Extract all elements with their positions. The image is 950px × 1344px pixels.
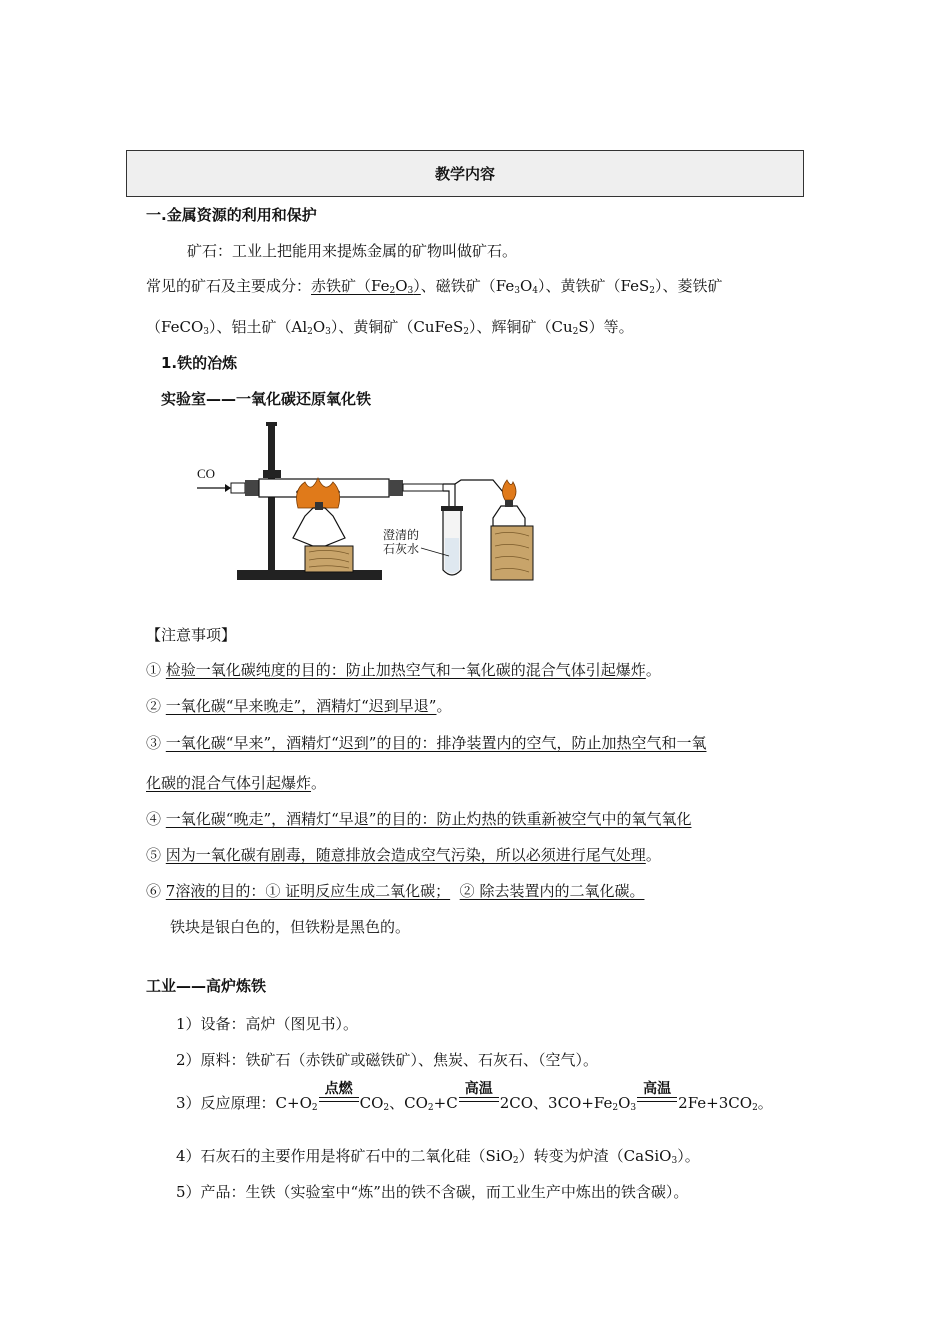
common-ores-intro: 常见的矿石及主要成分： [146, 277, 312, 295]
industry-item-3-reaction: 3）反应原理：$C+O_2$ 点燃 $CO_2$、$CO_2+C$ 高温 2CO、$3CO+Fe_2O_3$ 高温 $2Fe+3CO_2$。 [176, 1081, 773, 1113]
note-5: ⑤ 因为一氧化碳有剧毒，随意排放会造成空气污染，所以必须进行尾气处理。 [146, 846, 661, 864]
high-temp-condition-1: 高温 [459, 1094, 499, 1108]
header-title: 教学内容 [434, 165, 495, 183]
co-reduction-apparatus-figure [193, 420, 543, 588]
industry-item-5: 5）产品：生铁（实验室中“炼”出的铁不含碳，而工业生产中炼出的铁含碳）。 [176, 1183, 689, 1201]
industry-item-1: 1）设备：高炉（图见书）。 [176, 1015, 359, 1033]
ore-definition: 矿石：工业上把能用来提炼金属的矿物叫做矿石。 [187, 242, 518, 260]
section-heading: 一.金属资源的利用和保护 [146, 206, 317, 224]
note-1: ① 检验一氧化碳纯度的目的：防止加热空气和一氧化碳的混合气体引起爆炸。 [146, 661, 661, 679]
subsection-iron-smelting: 1.铁的冶炼 [161, 354, 238, 372]
common-ores-line1: 常见的矿石及主要成分：赤铁矿$(Fe_2O_3)$、磁铁矿$(Fe_3O_4)$、黄铁矿（FeS$_2$）、菱铁矿 [146, 277, 723, 296]
lab-title: 实验室——一氧化碳还原氧化铁 [161, 390, 372, 408]
co-label: CO [197, 466, 216, 481]
iron-color-note: 铁块是银白色的，但铁粉是黑色的。 [170, 918, 411, 936]
industry-title: 工业——高炉炼铁 [146, 977, 267, 995]
industry-item-4: 4）石灰石的主要作用是将矿石中的二氧化硅（SiO$_2$）转变为炉渣（CaSiO$_3$）。 [176, 1147, 700, 1166]
note-3-continued: 化碳的混合气体引起爆炸。 [146, 774, 327, 792]
content-header [126, 150, 804, 197]
common-ores-line2: （FeCO$_3$）、铝土矿$(Al_2O_3)$、黄铜矿（CuFeS$_2$）、辉铜矿$(Cu_2S)$等。 [146, 318, 634, 337]
limewater-label-line1: 澄清的 [383, 528, 420, 542]
note-3: ③ 一氧化碳“早来”，酒精灯“迟到”的目的：排净装置内的空气，防止加热空气和一氧 [146, 734, 707, 752]
hematite: 赤铁矿$(Fe_2O_3)$ [311, 277, 421, 296]
notes-title: 【注意事项】 [146, 626, 237, 644]
note-4: ④ 一氧化碳“晚走”，酒精灯“早退”的目的：防止灼热的铁重新被空气中的氧气氧化 [146, 810, 692, 828]
note-2: ② 一氧化碳“早来晚走”，酒精灯“迟到早退”。 [146, 697, 452, 715]
note-6: ⑥ 7溶液的目的：① 证明反应生成二氧化碳； ② 除去装置内的二氧化碳。 [146, 882, 645, 900]
industry-item-2: 2）原料：铁矿石（赤铁矿或磁铁矿）、焦炭、石灰石、（空气）。 [176, 1051, 599, 1069]
high-temp-condition-2: 高温 [637, 1094, 677, 1108]
ignite-condition: 点燃 [319, 1094, 359, 1108]
limewater-label-line2: 石灰水 [383, 542, 420, 556]
